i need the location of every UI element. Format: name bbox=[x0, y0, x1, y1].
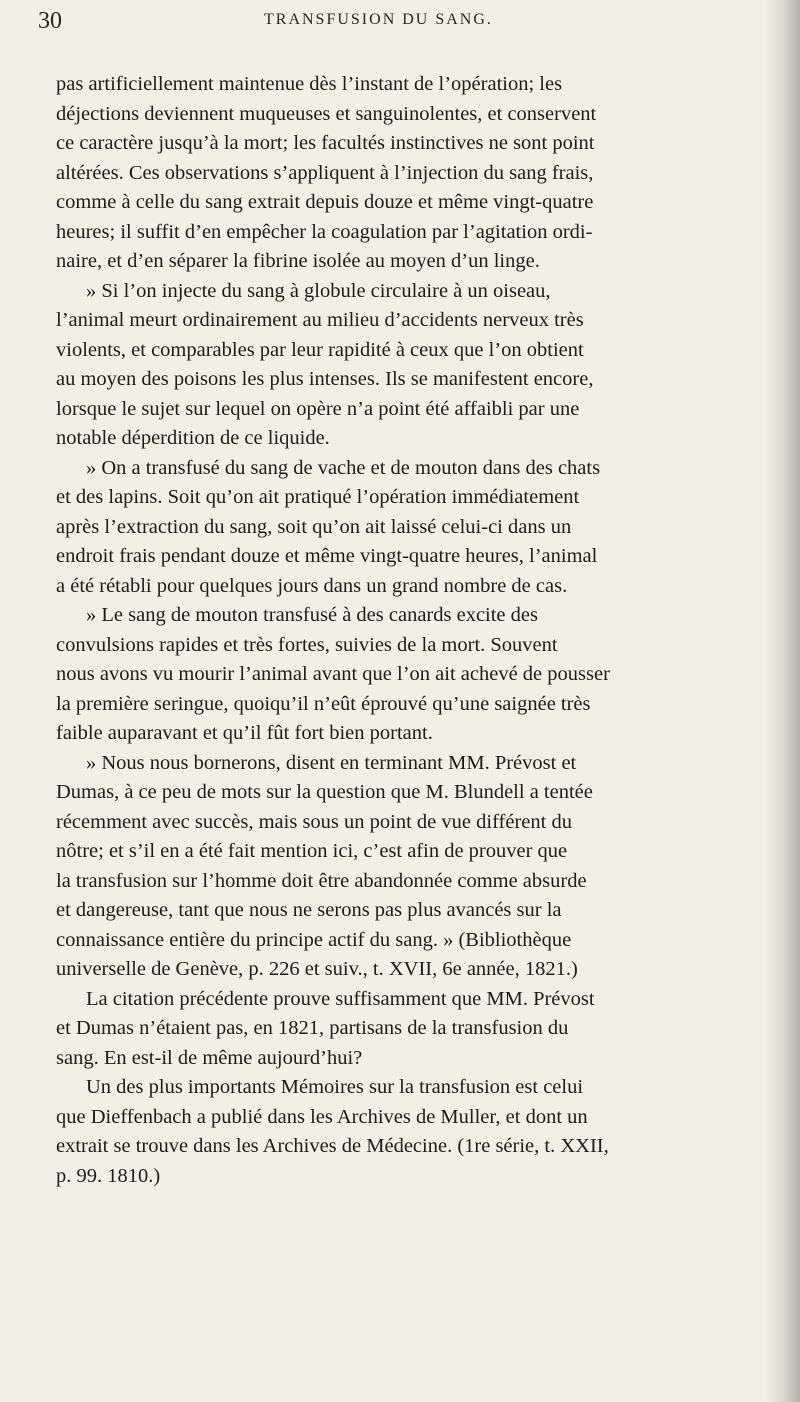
text-line: déjections deviennent muqueuses et sanguinolentes, et conservent bbox=[56, 102, 597, 125]
text-line: universelle de Genève, p. 226 et suiv., t. XVII, 6e année, 1821.) bbox=[56, 958, 578, 980]
text-line: altérées. Ces observations s’appliquent à l’injection du sang frais, bbox=[56, 161, 594, 184]
text-line: et Dumas n’étaient pas, en 1821, partisans de la transfusion du bbox=[56, 1017, 569, 1039]
text-line: connaissance entière du principe actif du sang. » (Bibliothèque bbox=[56, 928, 572, 951]
text-line: ce caractère jusqu’à la mort; les facultés instinctives ne sont point bbox=[56, 132, 595, 154]
text-line: Dumas, à ce peu de mots sur la question que M. Blundell a tentée bbox=[56, 781, 593, 803]
running-head bbox=[38, 8, 758, 38]
text-line: notable déperdition de ce liquide. bbox=[56, 427, 330, 449]
text-line: sang. En est-il de même aujourd’hui? bbox=[56, 1046, 363, 1069]
text-line: lorsque le sujet sur lequel on opère n’a point été affaibli par une bbox=[56, 397, 580, 420]
text-line: » Nous nous bornerons, disent en terminant MM. Prévost et bbox=[86, 751, 577, 774]
text-line: faible auparavant et qu’il fût fort bien portant. bbox=[56, 722, 433, 744]
text-line: endroit frais pendant douze et même vingt-quatre heures, l’animal bbox=[56, 545, 598, 567]
text-line: » Le sang de mouton transfusé à des canards excite des bbox=[86, 604, 538, 626]
text-line: convulsions rapides et très fortes, suivies de la mort. Souvent bbox=[56, 633, 558, 656]
text-line: » On a transfusé du sang de vache et de mouton dans des chats bbox=[86, 456, 601, 479]
text-line: p. 99. 1810.) bbox=[56, 1164, 161, 1187]
text-line: pas artificiellement maintenue dès l’instant de l’opération; les bbox=[56, 73, 563, 95]
text-line: a été rétabli pour quelques jours dans un grand nombre de cas. bbox=[56, 574, 568, 597]
text-line: comme à celle du sang extrait depuis douze et même vingt-quatre bbox=[56, 191, 594, 213]
text-line: heures; il suffit d’en empêcher la coagulation par l’agitation ordi- bbox=[56, 220, 593, 243]
page-number: 30 bbox=[38, 8, 62, 34]
text-line: et dangereuse, tant que nous ne serons pas plus avancés sur la bbox=[56, 899, 562, 921]
text-line: et des lapins. Soit qu’on ait pratiqué l’opération immédiatement bbox=[56, 486, 580, 508]
text-line: Un des plus importants Mémoires sur la transfusion est celui bbox=[86, 1076, 584, 1098]
text-line: La citation précédente prouve suffisamment que MM. Prévost bbox=[86, 987, 595, 1010]
text-line: récemment avec succès, mais sous un point de vue différent du bbox=[56, 810, 572, 833]
page-text bbox=[56, 70, 756, 1191]
text-line: l’animal meurt ordinairement au milieu d’accidents nerveux très bbox=[56, 309, 584, 331]
text-line: nôtre; et s’il en a été fait mention ici, c’est afin de prouver que bbox=[56, 840, 568, 862]
running-title: TRANSFUSION DU SANG. bbox=[264, 11, 493, 28]
text-line: violents, et comparables par leur rapidité à ceux que l’on obtient bbox=[56, 338, 584, 361]
text-line: au moyen des poisons les plus intenses. Ils se manifestent encore, bbox=[56, 368, 594, 390]
text-line: après l’extraction du sang, soit qu’on ait laissé celui-ci dans un bbox=[56, 515, 572, 538]
text-line: extrait se trouve dans les Archives de Médecine. (1re série, t. XXII, bbox=[56, 1135, 609, 1157]
text-line: nous avons vu mourir l’animal avant que l’on ait achevé de pousser bbox=[56, 663, 610, 685]
text-line: la première seringue, quoiqu’il n’eût éprouvé qu’une saignée très bbox=[56, 692, 591, 715]
text-line: » Si l’on injecte du sang à globule circulaire à un oiseau, bbox=[86, 279, 551, 302]
text-line: que Dieffenbach a publié dans les Archives de Muller, et dont un bbox=[56, 1105, 588, 1128]
text-line: naire, et d’en séparer la fibrine isolée au moyen d’un linge. bbox=[56, 250, 540, 272]
page-edge-shadow bbox=[766, 0, 800, 1402]
text-line: la transfusion sur l’homme doit être abandonnée comme absurde bbox=[56, 869, 587, 892]
